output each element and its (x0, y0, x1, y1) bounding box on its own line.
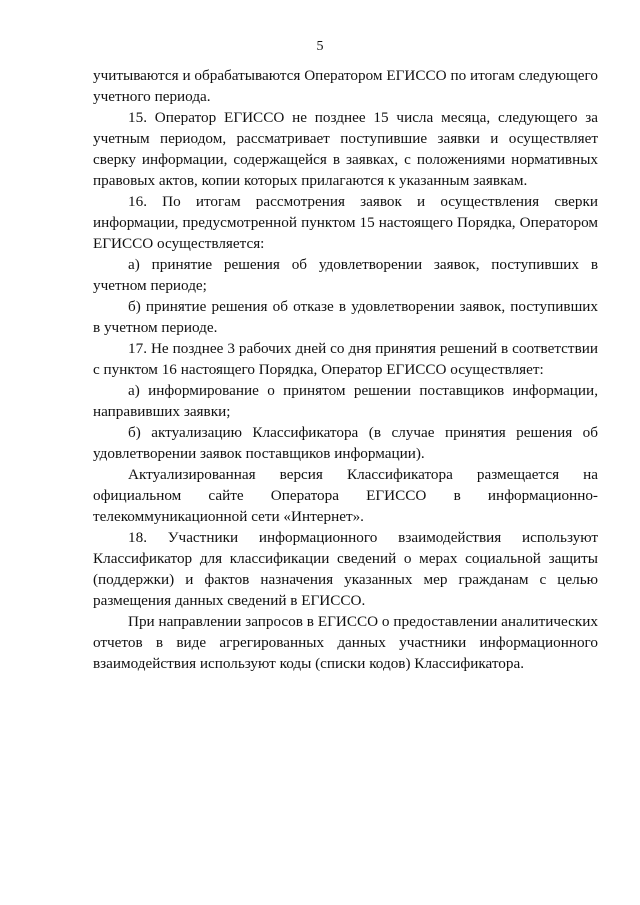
paragraph-item-18: 18. Участники информационного взаимодействия используют Классификатор для классификации сведений о мерах социальной защиты (поддержки) и фактов назначения указанных мер гражданам с целью размещения данных сведений в ЕГИССО. (93, 529, 598, 609)
subitem-17-b: б) актуализацию Классификатора (в случае принятия решения об удовлетворении заявок поставщиков информации). (93, 424, 598, 462)
paragraph-item-16: 16. По итогам рассмотрения заявок и осуществления сверки информации, предусмотренной пунктом 15 настоящего Порядка, Оператором ЕГИССО осуществляется: (93, 193, 598, 252)
paragraph-item-17: 17. Не позднее 3 рабочих дней со дня принятия решений в соответствии с пунктом 16 настоящего Порядка, Оператор ЕГИССО осуществляет: (93, 340, 598, 378)
page-number: 5 (316, 39, 324, 54)
subitem-16-b: б) принятие решения об отказе в удовлетворении заявок, поступивших в учетном периоде. (93, 298, 598, 336)
paragraph-analytical-requests: При направлении запросов в ЕГИССО о предоставлении аналитических отчетов в виде агрегированных данных участники информационного взаимодействия используют коды (списки кодов) Классификатора. (93, 613, 598, 672)
document-body (93, 65, 598, 674)
paragraph-continuation: учитываются и обрабатываются Оператором ЕГИССО по итогам следующего учетного периода. (93, 67, 598, 105)
paragraph-classifier-publication: Актуализированная версия Классификатора размещается на официальном сайте Оператора ЕГИССО в информационно-телекоммуникационной сети «Интернет». (93, 466, 598, 525)
subitem-16-a: а) принятие решения об удовлетворении заявок, поступивших в учетном периоде; (93, 256, 598, 294)
subitem-17-a: а) информирование о принятом решении поставщиков информации, направивших заявки; (93, 382, 598, 420)
paragraph-item-15: 15. Оператор ЕГИССО не позднее 15 числа месяца, следующего за учетным периодом, рассматривает поступившие заявки и осуществляет сверку информации, содержащейся в заявках, с положениями нормативных правовых актов, копии которых прилагаются к указанным заявкам. (93, 109, 598, 189)
